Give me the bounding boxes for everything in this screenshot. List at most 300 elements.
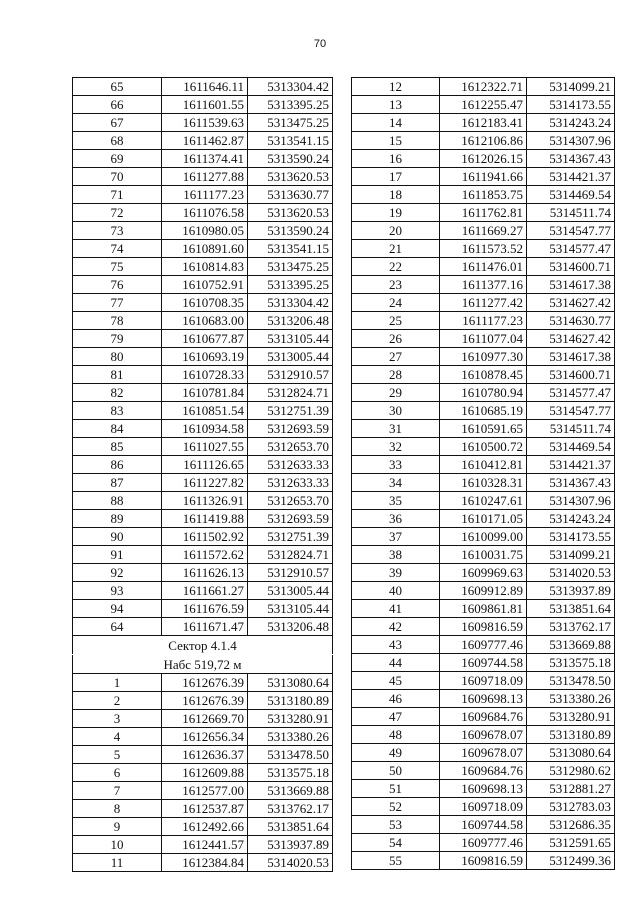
y-coordinate-cell: 5312693.59 [248,510,333,528]
y-coordinate-cell: 5314099.21 [527,546,615,564]
y-coordinate-cell: 5314600.71 [527,366,615,384]
table-row [73,168,333,186]
x-coordinate-cell: 1612322.71 [440,78,527,96]
point-number-cell: 74 [73,240,162,258]
x-coordinate-cell: 1612676.39 [162,674,248,692]
table-row [352,690,615,708]
table-row [73,132,333,150]
x-coordinate-cell: 1611177.23 [440,312,527,330]
x-coordinate-cell: 1609777.46 [440,834,527,852]
point-number-cell: 40 [352,582,440,600]
point-number-cell: 16 [352,150,440,168]
x-coordinate-cell: 1611646.11 [162,78,248,96]
x-coordinate-cell: 1610500.72 [440,438,527,456]
table-row [352,780,615,798]
x-coordinate-cell: 1611377.16 [440,276,527,294]
table-row [73,600,333,618]
point-number-cell: 92 [73,564,162,582]
point-number-cell: 42 [352,618,440,636]
table-row [73,800,333,818]
table-row [352,744,615,762]
table-row [352,564,615,582]
table-row [73,582,333,600]
point-number-cell: 11 [73,854,162,872]
x-coordinate-cell: 1609744.58 [440,654,527,672]
x-coordinate-cell: 1611853.75 [440,186,527,204]
x-coordinate-cell: 1610247.61 [440,492,527,510]
table-row [73,564,333,582]
table-row [73,528,333,546]
point-number-cell: 77 [73,294,162,312]
x-coordinate-cell: 1611177.23 [162,186,248,204]
x-coordinate-cell: 1609816.59 [440,618,527,636]
x-coordinate-cell: 1611601.55 [162,96,248,114]
point-number-cell: 68 [73,132,162,150]
x-coordinate-cell: 1611126.65 [162,456,248,474]
x-coordinate-cell: 1610708.35 [162,294,248,312]
point-number-cell: 70 [73,168,162,186]
y-coordinate-cell: 5313669.88 [527,636,615,654]
point-number-cell: 6 [73,764,162,782]
point-number-cell: 39 [352,564,440,582]
table-row [352,636,615,654]
table-row [73,402,333,420]
y-coordinate-cell: 5312824.71 [248,384,333,402]
y-coordinate-cell: 5314020.53 [527,564,615,582]
sector-title-row [73,636,333,655]
table-row [352,816,615,834]
point-number-cell: 17 [352,168,440,186]
y-coordinate-cell: 5313395.25 [248,276,333,294]
point-number-cell: 13 [352,96,440,114]
y-coordinate-cell: 5314421.37 [527,168,615,186]
point-number-cell: 35 [352,492,440,510]
point-number-cell: 23 [352,276,440,294]
table-row [352,276,615,294]
point-number-cell: 22 [352,258,440,276]
y-coordinate-cell: 5312693.59 [248,420,333,438]
point-number-cell: 81 [73,366,162,384]
x-coordinate-cell: 1611676.59 [162,600,248,618]
point-number-cell: 45 [352,672,440,690]
table-row [352,546,615,564]
table-row [352,366,615,384]
x-coordinate-cell: 1609816.59 [440,852,527,870]
table-row [73,692,333,710]
y-coordinate-cell: 5314099.21 [527,78,615,96]
x-coordinate-cell: 1612636.37 [162,746,248,764]
x-coordinate-cell: 1612537.87 [162,800,248,818]
y-coordinate-cell: 5313620.53 [248,204,333,222]
x-coordinate-cell: 1611476.01 [440,258,527,276]
point-number-cell: 21 [352,240,440,258]
point-number-cell: 27 [352,348,440,366]
x-coordinate-cell: 1612492.66 [162,818,248,836]
point-number-cell: 9 [73,818,162,836]
y-coordinate-cell: 5314469.54 [527,438,615,456]
y-coordinate-cell: 5313937.89 [248,836,333,854]
x-coordinate-cell: 1611762.81 [440,204,527,222]
point-number-cell: 85 [73,438,162,456]
y-coordinate-cell: 5314367.43 [527,150,615,168]
x-coordinate-cell: 1611502.92 [162,528,248,546]
x-coordinate-cell: 1610685.19 [440,402,527,420]
y-coordinate-cell: 5313206.48 [248,312,333,330]
y-coordinate-cell: 5313380.26 [527,690,615,708]
x-coordinate-cell: 1610328.31 [440,474,527,492]
table-row [352,114,615,132]
coordinates-table-right [351,77,615,870]
x-coordinate-cell: 1611573.52 [440,240,527,258]
y-coordinate-cell: 5314617.38 [527,276,615,294]
point-number-cell: 28 [352,366,440,384]
point-number-cell: 14 [352,114,440,132]
table-row [73,312,333,330]
y-coordinate-cell: 5314511.74 [527,420,615,438]
table-row [73,854,333,872]
sector-title: Сектор 4.1.4 [73,636,333,655]
table-row [352,762,615,780]
x-coordinate-cell: 1612609.88 [162,764,248,782]
table-row [352,834,615,852]
point-number-cell: 34 [352,474,440,492]
y-coordinate-cell: 5314173.55 [527,528,615,546]
table-row [352,402,615,420]
x-coordinate-cell: 1610752.91 [162,276,248,294]
x-coordinate-cell: 1611626.13 [162,564,248,582]
point-number-cell: 86 [73,456,162,474]
point-number-cell: 29 [352,384,440,402]
table-row [352,312,615,330]
point-number-cell: 44 [352,654,440,672]
table-row [352,204,615,222]
table-row [352,186,615,204]
x-coordinate-cell: 1609861.81 [440,600,527,618]
x-coordinate-cell: 1612026.15 [440,150,527,168]
left-table-body-a [73,78,333,636]
x-coordinate-cell: 1609912.89 [440,582,527,600]
table-row [352,654,615,672]
sector-area-row [73,655,333,674]
point-number-cell: 73 [73,222,162,240]
point-number-cell: 84 [73,420,162,438]
y-coordinate-cell: 5313105.44 [248,600,333,618]
table-row [73,710,333,728]
point-number-cell: 43 [352,636,440,654]
y-coordinate-cell: 5313851.64 [248,818,333,836]
table-row [73,836,333,854]
x-coordinate-cell: 1612106.86 [440,132,527,150]
y-coordinate-cell: 5314307.96 [527,132,615,150]
table-row [73,294,333,312]
point-number-cell: 37 [352,528,440,546]
point-number-cell: 33 [352,456,440,474]
table-row [352,852,615,870]
y-coordinate-cell: 5313180.89 [527,726,615,744]
x-coordinate-cell: 1610171.05 [440,510,527,528]
table-row [73,456,333,474]
x-coordinate-cell: 1609678.07 [440,726,527,744]
point-number-cell: 31 [352,420,440,438]
sector-area: Набс 519,72 м [73,655,333,674]
point-number-cell: 4 [73,728,162,746]
x-coordinate-cell: 1611419.88 [162,510,248,528]
table-row [73,204,333,222]
point-number-cell: 2 [73,692,162,710]
y-coordinate-cell: 5313669.88 [248,782,333,800]
point-number-cell: 72 [73,204,162,222]
y-coordinate-cell: 5314367.43 [527,474,615,492]
table-row [352,582,615,600]
y-coordinate-cell: 5312751.39 [248,402,333,420]
y-coordinate-cell: 5313541.15 [248,240,333,258]
right-table-body [352,78,615,870]
table-row [352,258,615,276]
x-coordinate-cell: 1610977.30 [440,348,527,366]
point-number-cell: 19 [352,204,440,222]
point-number-cell: 91 [73,546,162,564]
y-coordinate-cell: 5313590.24 [248,222,333,240]
y-coordinate-cell: 5313620.53 [248,168,333,186]
y-coordinate-cell: 5313180.89 [248,692,333,710]
point-number-cell: 12 [352,78,440,96]
point-number-cell: 90 [73,528,162,546]
x-coordinate-cell: 1611227.82 [162,474,248,492]
table-row [73,818,333,836]
table-row [73,510,333,528]
y-coordinate-cell: 5313395.25 [248,96,333,114]
x-coordinate-cell: 1612384.84 [162,854,248,872]
y-coordinate-cell: 5313478.50 [248,746,333,764]
point-number-cell: 93 [73,582,162,600]
y-coordinate-cell: 5313475.25 [248,114,333,132]
table-row [352,600,615,618]
table-row [352,798,615,816]
point-number-cell: 75 [73,258,162,276]
table-row [352,348,615,366]
x-coordinate-cell: 1610781.84 [162,384,248,402]
table-row [352,510,615,528]
point-number-cell: 30 [352,402,440,420]
y-coordinate-cell: 5312910.57 [248,366,333,384]
table-row [73,438,333,456]
x-coordinate-cell: 1610412.81 [440,456,527,474]
y-coordinate-cell: 5314577.47 [527,240,615,258]
point-number-cell: 69 [73,150,162,168]
table-row [73,258,333,276]
table-row [352,150,615,168]
x-coordinate-cell: 1611076.58 [162,204,248,222]
y-coordinate-cell: 5312980.62 [527,762,615,780]
point-number-cell: 66 [73,96,162,114]
table-row [73,474,333,492]
point-number-cell: 94 [73,600,162,618]
x-coordinate-cell: 1610099.00 [440,528,527,546]
x-coordinate-cell: 1609698.13 [440,690,527,708]
y-coordinate-cell: 5313541.15 [248,132,333,150]
table-row [352,438,615,456]
point-number-cell: 32 [352,438,440,456]
x-coordinate-cell: 1611077.04 [440,330,527,348]
x-coordinate-cell: 1611277.42 [440,294,527,312]
y-coordinate-cell: 5313575.18 [248,764,333,782]
table-row [73,276,333,294]
x-coordinate-cell: 1609718.09 [440,798,527,816]
table-row [352,618,615,636]
point-number-cell: 52 [352,798,440,816]
x-coordinate-cell: 1612577.00 [162,782,248,800]
point-number-cell: 50 [352,762,440,780]
x-coordinate-cell: 1609684.76 [440,762,527,780]
point-number-cell: 15 [352,132,440,150]
point-number-cell: 83 [73,402,162,420]
x-coordinate-cell: 1609718.09 [440,672,527,690]
y-coordinate-cell: 5312633.33 [248,474,333,492]
x-coordinate-cell: 1610980.05 [162,222,248,240]
y-coordinate-cell: 5312591.65 [527,834,615,852]
y-coordinate-cell: 5313005.44 [248,348,333,366]
point-number-cell: 78 [73,312,162,330]
y-coordinate-cell: 5313105.44 [248,330,333,348]
point-number-cell: 20 [352,222,440,240]
table-row [73,384,333,402]
y-coordinate-cell: 5313575.18 [527,654,615,672]
y-coordinate-cell: 5314469.54 [527,186,615,204]
y-coordinate-cell: 5314511.74 [527,204,615,222]
point-number-cell: 89 [73,510,162,528]
y-coordinate-cell: 5312751.39 [248,528,333,546]
x-coordinate-cell: 1610591.65 [440,420,527,438]
x-coordinate-cell: 1612183.41 [440,114,527,132]
x-coordinate-cell: 1610780.94 [440,384,527,402]
x-coordinate-cell: 1611539.63 [162,114,248,132]
y-coordinate-cell: 5312686.35 [527,816,615,834]
y-coordinate-cell: 5313304.42 [248,78,333,96]
point-number-cell: 80 [73,348,162,366]
x-coordinate-cell: 1611661.27 [162,582,248,600]
point-number-cell: 10 [73,836,162,854]
table-row [352,456,615,474]
y-coordinate-cell: 5313005.44 [248,582,333,600]
table-row [352,294,615,312]
point-number-cell: 88 [73,492,162,510]
point-number-cell: 24 [352,294,440,312]
point-number-cell: 55 [352,852,440,870]
point-number-cell: 53 [352,816,440,834]
y-coordinate-cell: 5312783.03 [527,798,615,816]
point-number-cell: 82 [73,384,162,402]
table-row [73,330,333,348]
x-coordinate-cell: 1612441.57 [162,836,248,854]
point-number-cell: 41 [352,600,440,618]
table-row [352,708,615,726]
point-number-cell: 26 [352,330,440,348]
x-coordinate-cell: 1612656.34 [162,728,248,746]
y-coordinate-cell: 5314243.24 [527,510,615,528]
x-coordinate-cell: 1609744.58 [440,816,527,834]
y-coordinate-cell: 5314547.77 [527,222,615,240]
table-row [73,348,333,366]
y-coordinate-cell: 5312633.33 [248,456,333,474]
x-coordinate-cell: 1610031.75 [440,546,527,564]
table-row [73,150,333,168]
y-coordinate-cell: 5312910.57 [248,564,333,582]
y-coordinate-cell: 5313080.64 [248,674,333,692]
table-row [352,132,615,150]
table-row [352,240,615,258]
point-number-cell: 46 [352,690,440,708]
point-number-cell: 87 [73,474,162,492]
left-table-body-b [73,674,333,872]
table-row [73,186,333,204]
table-row [352,528,615,546]
x-coordinate-cell: 1611374.41 [162,150,248,168]
table-row [73,96,333,114]
point-number-cell: 3 [73,710,162,728]
point-number-cell: 49 [352,744,440,762]
x-coordinate-cell: 1609684.76 [440,708,527,726]
table-row [352,492,615,510]
table-row [73,420,333,438]
sector-header [73,636,333,674]
y-coordinate-cell: 5313937.89 [527,582,615,600]
point-number-cell: 8 [73,800,162,818]
table-row [352,96,615,114]
y-coordinate-cell: 5312653.70 [248,492,333,510]
y-coordinate-cell: 5313590.24 [248,150,333,168]
point-number-cell: 18 [352,186,440,204]
x-coordinate-cell: 1610891.60 [162,240,248,258]
table-row [73,492,333,510]
table-row [352,222,615,240]
point-number-cell: 79 [73,330,162,348]
x-coordinate-cell: 1610728.33 [162,366,248,384]
table-row [352,168,615,186]
y-coordinate-cell: 5314577.47 [527,384,615,402]
y-coordinate-cell: 5313478.50 [527,672,615,690]
x-coordinate-cell: 1610693.19 [162,348,248,366]
x-coordinate-cell: 1612669.70 [162,710,248,728]
table-row [73,222,333,240]
y-coordinate-cell: 5313851.64 [527,600,615,618]
table-row [73,240,333,258]
y-coordinate-cell: 5314421.37 [527,456,615,474]
y-coordinate-cell: 5314020.53 [248,854,333,872]
table-row [73,366,333,384]
y-coordinate-cell: 5314307.96 [527,492,615,510]
y-coordinate-cell: 5312881.27 [527,780,615,798]
table-row [73,114,333,132]
x-coordinate-cell: 1610814.83 [162,258,248,276]
y-coordinate-cell: 5313280.91 [248,710,333,728]
x-coordinate-cell: 1612676.39 [162,692,248,710]
x-coordinate-cell: 1611671.47 [162,618,248,636]
x-coordinate-cell: 1610851.54 [162,402,248,420]
x-coordinate-cell: 1611669.27 [440,222,527,240]
point-number-cell: 47 [352,708,440,726]
y-coordinate-cell: 5314243.24 [527,114,615,132]
point-number-cell: 54 [352,834,440,852]
point-number-cell: 25 [352,312,440,330]
table-row [352,420,615,438]
y-coordinate-cell: 5314617.38 [527,348,615,366]
y-coordinate-cell: 5314627.42 [527,294,615,312]
table-row [73,728,333,746]
table-row [73,546,333,564]
table-row [352,474,615,492]
table-row [352,384,615,402]
point-number-cell: 38 [352,546,440,564]
